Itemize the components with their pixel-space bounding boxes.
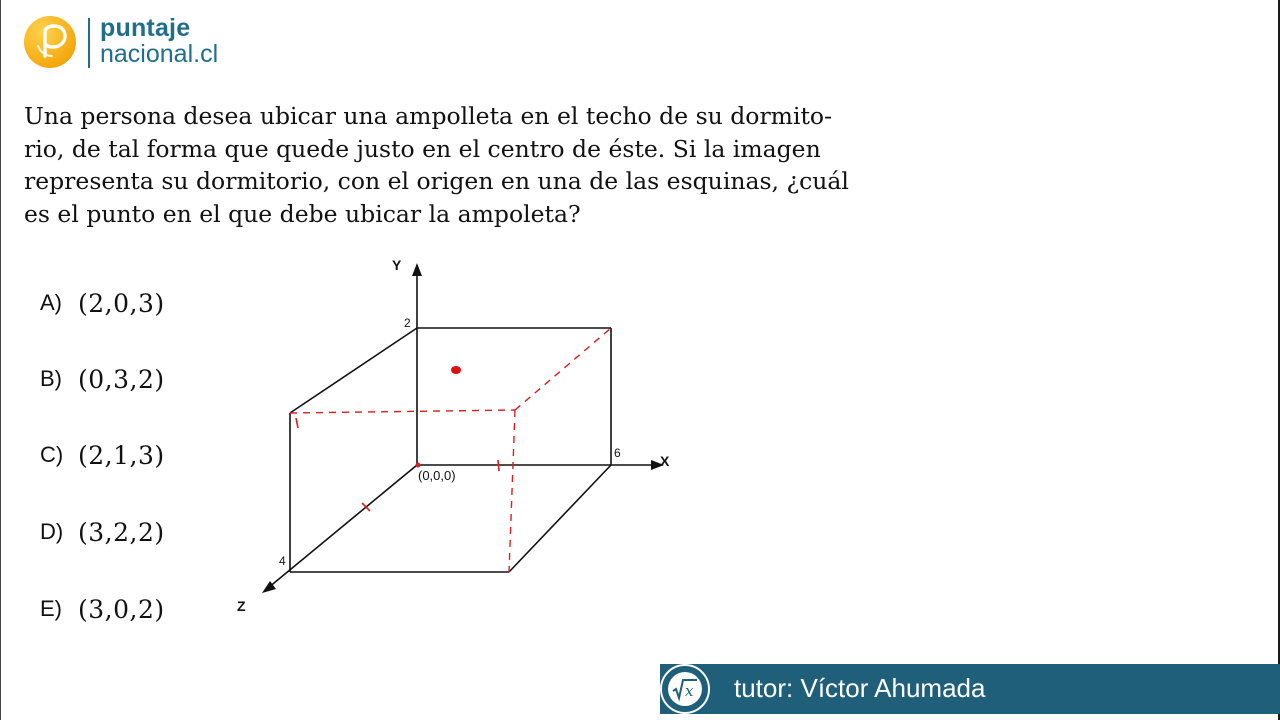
svg-text:x: x bbox=[685, 682, 694, 700]
y-tick-label: 2 bbox=[404, 316, 411, 330]
y-axis-label: Y bbox=[392, 257, 402, 273]
dashed-edge bbox=[509, 410, 515, 572]
box-edge bbox=[509, 465, 611, 572]
sqrt-x-icon bbox=[662, 666, 708, 712]
x-axis-label: X bbox=[660, 453, 670, 469]
option-value: (3,0,2) bbox=[78, 594, 165, 624]
red-tick-mark bbox=[296, 418, 298, 428]
option-letter: B) bbox=[40, 366, 62, 391]
option-letter: E) bbox=[40, 596, 62, 621]
z-axis-label: Z bbox=[237, 598, 246, 614]
question-line-4: es el punto en el que debe ubicar la ampoleta? bbox=[24, 199, 581, 228]
option-value: (0,3,2) bbox=[78, 364, 165, 394]
origin-label: (0,0,0) bbox=[418, 468, 456, 483]
box-edge bbox=[290, 328, 417, 413]
dashed-edge bbox=[515, 328, 611, 410]
option-letter: D) bbox=[40, 519, 64, 544]
x-tick-label: 6 bbox=[614, 446, 621, 460]
brand-name-line2: nacional.cl bbox=[100, 40, 219, 68]
option-value: (3,2,2) bbox=[78, 517, 165, 547]
light-bulb-point bbox=[451, 366, 461, 374]
question-line-2: rio, de tal forma que quede justo en el centro de éste. Si la imagen bbox=[24, 134, 821, 163]
z-tick-label: 4 bbox=[279, 554, 286, 568]
option-letter: C) bbox=[40, 442, 64, 467]
tutor-icon-badge bbox=[660, 664, 710, 714]
brand-name-line1: puntaje bbox=[100, 14, 191, 42]
option-letter: A) bbox=[40, 290, 62, 315]
dashed-edge bbox=[290, 410, 515, 413]
option-value: (2,0,3) bbox=[78, 288, 165, 318]
question-line-3: representa su dormitorio, con el origen en una de las esquinas, ¿cuál bbox=[24, 167, 849, 195]
question-line-1: Una persona desea ubicar una ampolleta en el techo de su dormito- bbox=[24, 102, 833, 130]
option-value: (2,1,3) bbox=[78, 440, 165, 470]
y-axis-arrow bbox=[412, 263, 422, 276]
tutor-name: tutor: Víctor Ahumada bbox=[734, 673, 986, 703]
origin-dot bbox=[416, 463, 421, 468]
red-tick-mark bbox=[498, 460, 499, 471]
